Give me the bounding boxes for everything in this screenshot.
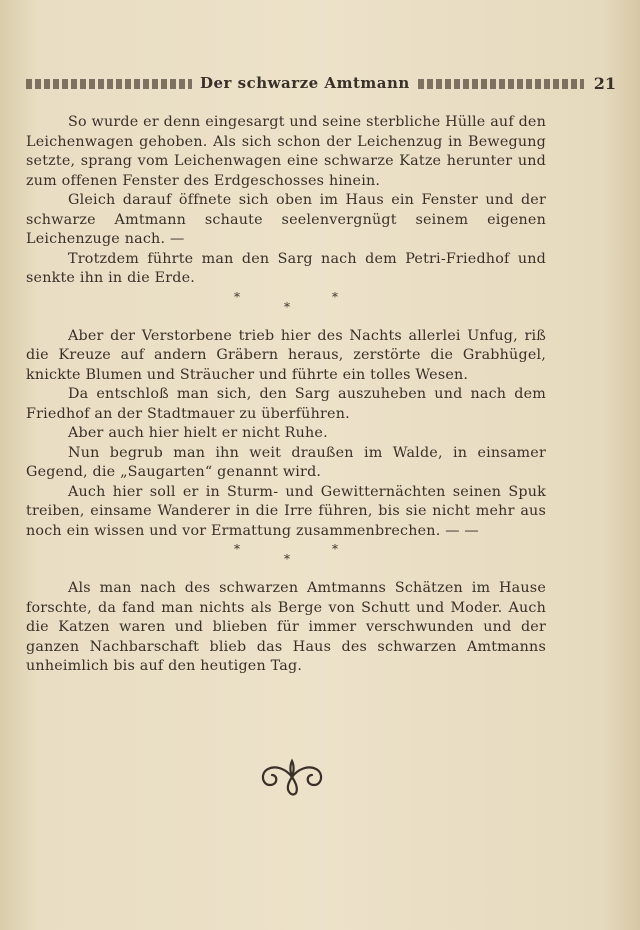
asterisk-icon: * [234, 289, 241, 304]
paragraph: So wurde er denn eingesargt und seine sterbliche Hülle auf den Leichenwagen gehoben. Als sich schon der Leichenzug in Bewegung setzte, sprang vom Leichenwagen eine schwarze Katze herunter und zum offenen Fenster des Erdgeschosses hinein. [26, 114, 546, 189]
page-number: 21 [593, 73, 616, 93]
paragraph: Auch hier soll er in Sturm- und Gewitternächten seinen Spuk treiben, einsame Wanderer in die Irre führen, bis sie nicht mehr aus noch ein wissen und vor Ermattung zusammenbrechen. — — [26, 483, 546, 539]
running-header [26, 70, 616, 96]
asterisk-icon: * [234, 542, 241, 556]
paragraph: Gleich darauf öffnete sich oben im Haus ein Fenster und der schwarze Amtmann schaute seelenvergnügt seinem eigenen Leichenzuge nach. — [26, 192, 546, 247]
paragraph: Aber auch hier hielt er nicht Ruhe. [68, 425, 328, 441]
running-title: Der schwarze Amtmann [199, 74, 410, 92]
asterisk-icon: * [332, 289, 339, 304]
asterisk-icon: * [284, 299, 291, 314]
fleuron-icon [256, 755, 328, 799]
paragraph: Da entschloß man sich, den Sarg auszuheben und nach dem Friedhof an der Stadtmauer zu überführen. [26, 386, 546, 422]
body-text [26, 113, 546, 677]
header-ornament-right [418, 79, 584, 89]
paragraph: Trotzdem führte man den Sarg nach dem Petri-Friedhof und senkte ihn in die Erde. [26, 250, 546, 286]
section-break [26, 541, 546, 579]
paragraph: Nun begrub man ihn weit draußen im Walde, in einsamer Gegend, die „Saugarten“ genannt wird. [26, 444, 546, 480]
section-break [26, 289, 546, 327]
asterisk-icon: * [284, 552, 291, 566]
paragraph: Aber der Verstorbene trieb hier des Nachts allerlei Unfug, riß die Kreuze auf andern Gräbern heraus, zerstörte die Grabhügel, knickte Blumen und Sträucher und führte ein tolles Wesen. [26, 327, 546, 383]
header-ornament-left [26, 79, 192, 89]
asterisk-icon: * [332, 542, 339, 556]
paragraph: Als man nach des schwarzen Amtmanns Schätzen im Hause forschte, da fand man nichts als Berge von Schutt und Moder. Auch die Katzen waren und blieben für immer verschwunden und der ganzen Nachbarschaft blieb das Haus des schwarzen Amtmanns unheimlich bis auf den heutigen Tag. [26, 580, 546, 674]
